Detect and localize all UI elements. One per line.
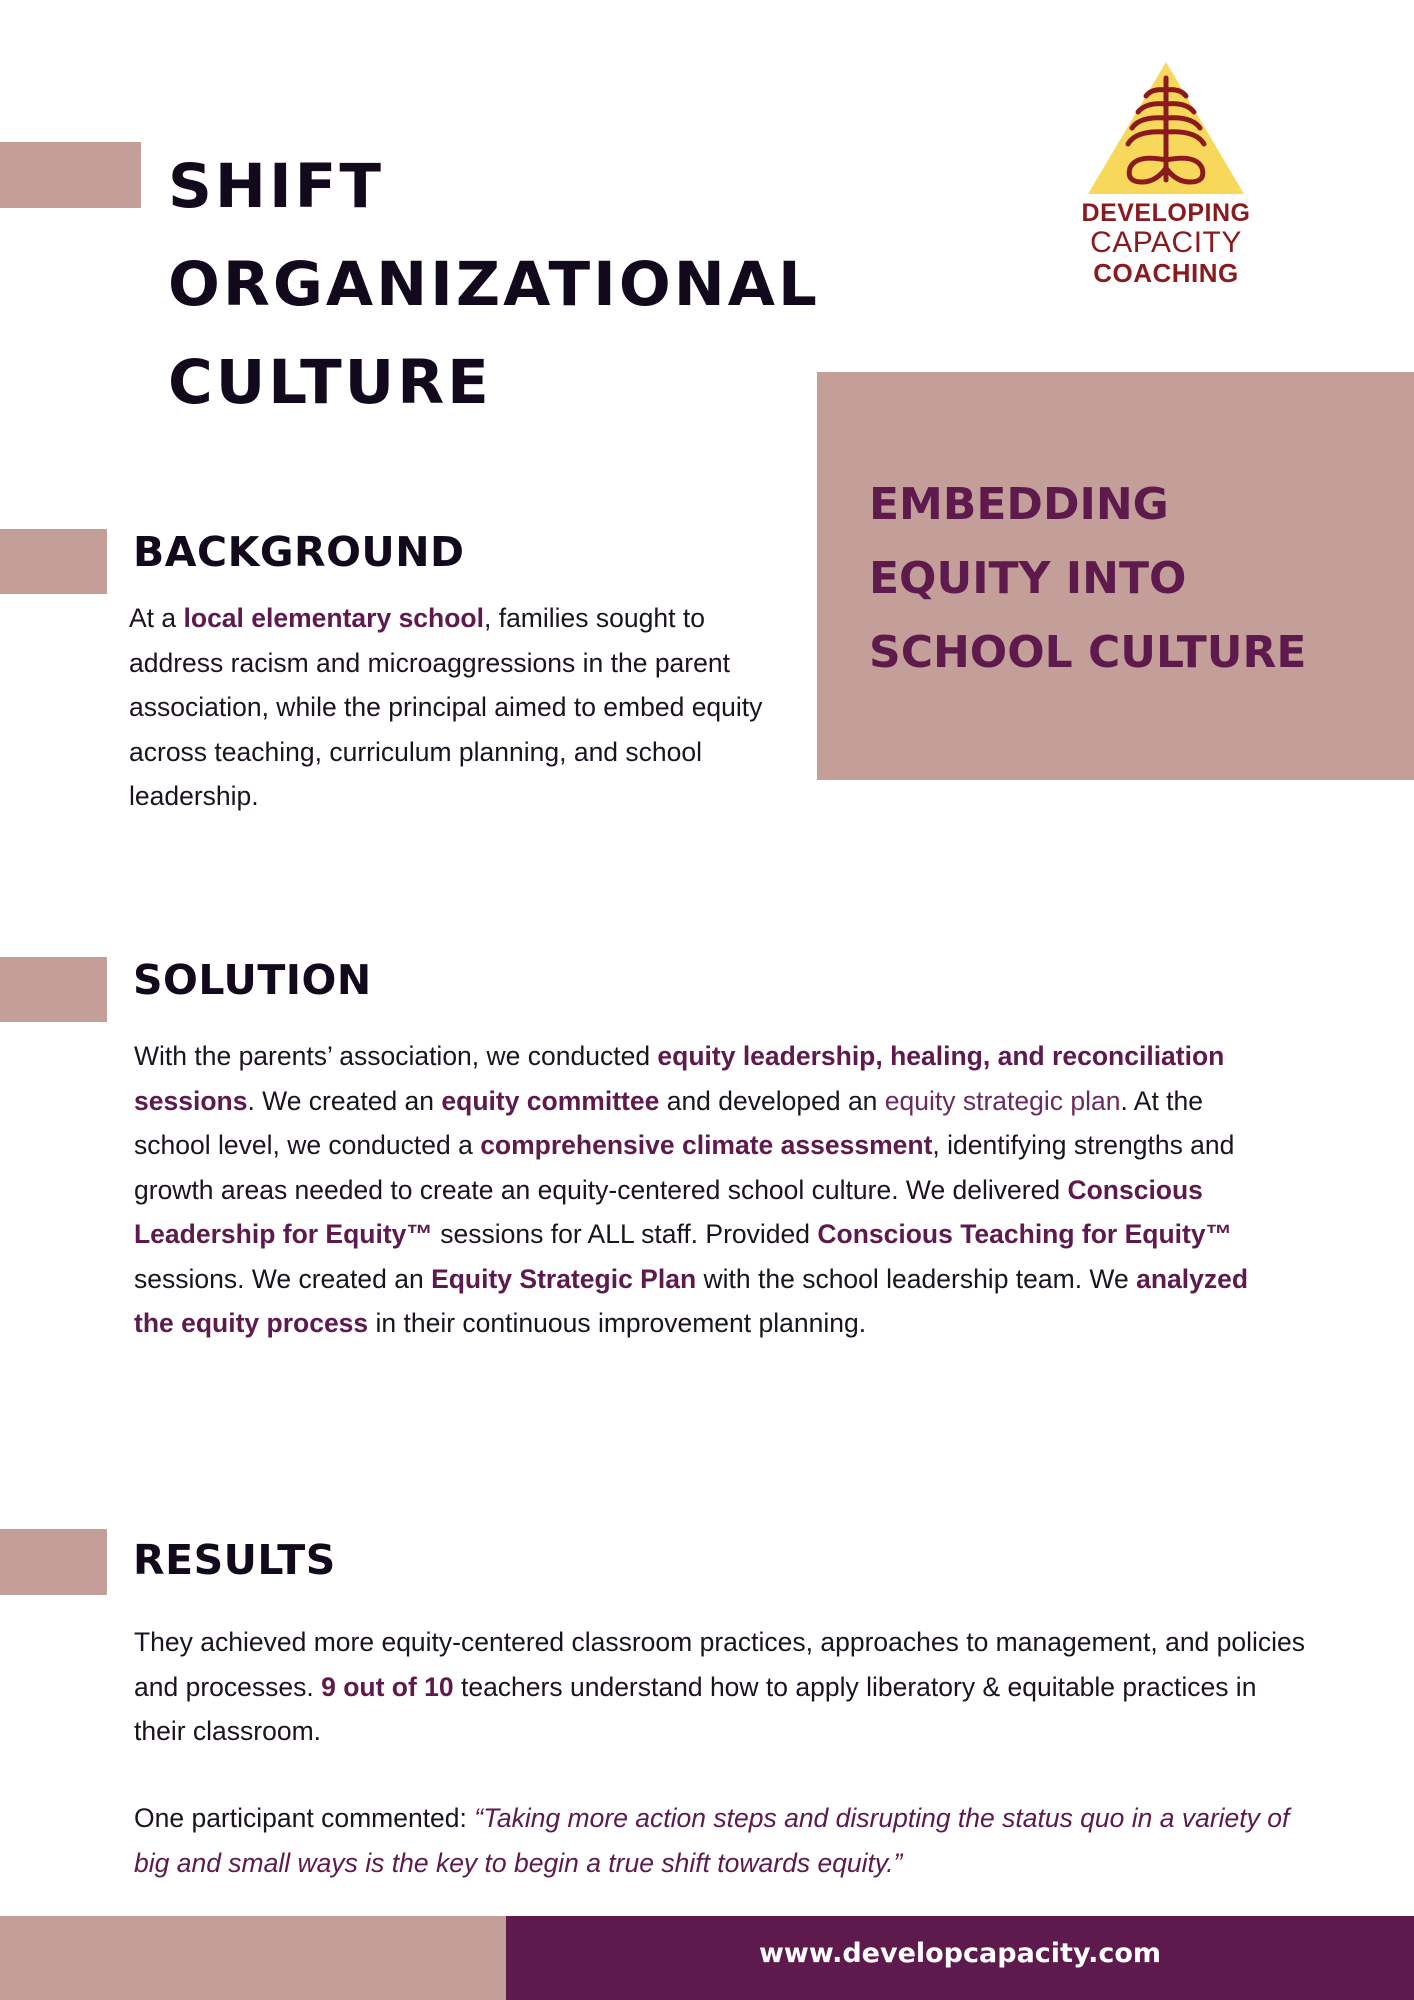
solution-text-3: and developed an	[659, 1085, 885, 1116]
callout-heading	[869, 468, 1306, 690]
quote-lead: One participant commented:	[134, 1803, 475, 1833]
solution-highlight-plan: Equity Strategic Plan	[431, 1263, 697, 1294]
logo-text-coaching: COACHING	[1093, 258, 1239, 288]
page-title-line-3: CULTURE	[168, 347, 492, 418]
solution-highlight-assessment: comprehensive climate assessment	[480, 1130, 933, 1160]
solution-highlight-committee: equity committee	[441, 1085, 660, 1116]
solution-text-9: in their continuous improvement planning.	[368, 1308, 867, 1338]
solution-text-2: . We created an	[247, 1085, 442, 1116]
solution-highlight-leadership: Conscious Leadership for Equity™	[134, 1174, 1203, 1249]
solution-text-6: sessions for ALL staff. Provided	[432, 1219, 818, 1249]
participant-quote	[134, 1796, 1314, 1885]
page-title-line-1: SHIFT	[168, 151, 384, 222]
callout-line-3: SCHOOL CULTURE	[869, 627, 1307, 678]
background-text-1: At a	[129, 603, 184, 633]
solution-highlight-sessions: equity leadership, healing, and reconciliation sessions	[134, 1041, 1225, 1116]
footer-bar	[506, 1916, 1414, 2000]
solution-highlight-process: analyzed the equity process	[134, 1263, 1249, 1338]
quote-text: “Taking more action steps and disrupting the status quo in a variety of big and small ways is the key to begin a true shift towards equity.”	[134, 1803, 1290, 1878]
background-heading: BACKGROUND	[133, 528, 465, 576]
results-heading: RESULTS	[133, 1536, 336, 1584]
solution-text-1: With the parents’ association, we conducted	[134, 1041, 658, 1071]
website-link[interactable]: www.developcapacity.com	[758, 1938, 1162, 1969]
solution-heading: SOLUTION	[133, 956, 372, 1004]
callout-line-1: EMBEDDING	[869, 479, 1169, 530]
results-accent-bar	[0, 1529, 107, 1595]
footer-accent-block	[0, 1916, 506, 2000]
callout-box	[817, 372, 1414, 780]
solution-text-4: . At the school level, we conducted a	[134, 1085, 1204, 1160]
developing-capacity-coaching-logo	[1080, 60, 1252, 290]
equity-strategic-plan-link[interactable]: equity strategic plan	[884, 1085, 1121, 1116]
page-title-line-2: ORGANIZATIONAL	[168, 249, 820, 320]
background-accent-bar	[0, 529, 107, 594]
page-title	[168, 138, 820, 432]
callout-line-2: EQUITY INTO	[869, 553, 1187, 604]
tree-triangle-icon	[1080, 60, 1252, 200]
logo-text-capacity: CAPACITY	[1090, 226, 1242, 259]
background-paragraph	[129, 596, 769, 819]
solution-paragraph	[134, 1034, 1284, 1346]
results-paragraph	[134, 1620, 1314, 1754]
title-accent-bar	[0, 142, 141, 208]
solution-highlight-teaching: Conscious Teaching for Equity™	[817, 1219, 1233, 1249]
solution-text-8: with the school leadership team. We	[696, 1263, 1137, 1294]
solution-text-7: sessions. We created an	[134, 1263, 432, 1294]
background-text-2: , families sought to address racism and microaggressions in the parent association, while the principal aimed to embed equity across teaching, curriculum planning, and school leadership.	[129, 603, 763, 811]
logo-text-developing: DEVELOPING	[1081, 199, 1251, 227]
solution-accent-bar	[0, 957, 107, 1022]
background-highlight-school: local elementary school	[183, 603, 484, 633]
results-text-2: teachers understand how to apply liberatory & equitable practices in their classroom.	[134, 1671, 1257, 1746]
results-text-1: They achieved more equity-centered classroom practices, approaches to management, and policies and processes.	[134, 1627, 1306, 1702]
results-highlight-ratio: 9 out of 10	[321, 1671, 454, 1702]
solution-text-5: , identifying strengths and growth areas needed to create an equity-centered school culture. We delivered	[134, 1130, 1235, 1205]
